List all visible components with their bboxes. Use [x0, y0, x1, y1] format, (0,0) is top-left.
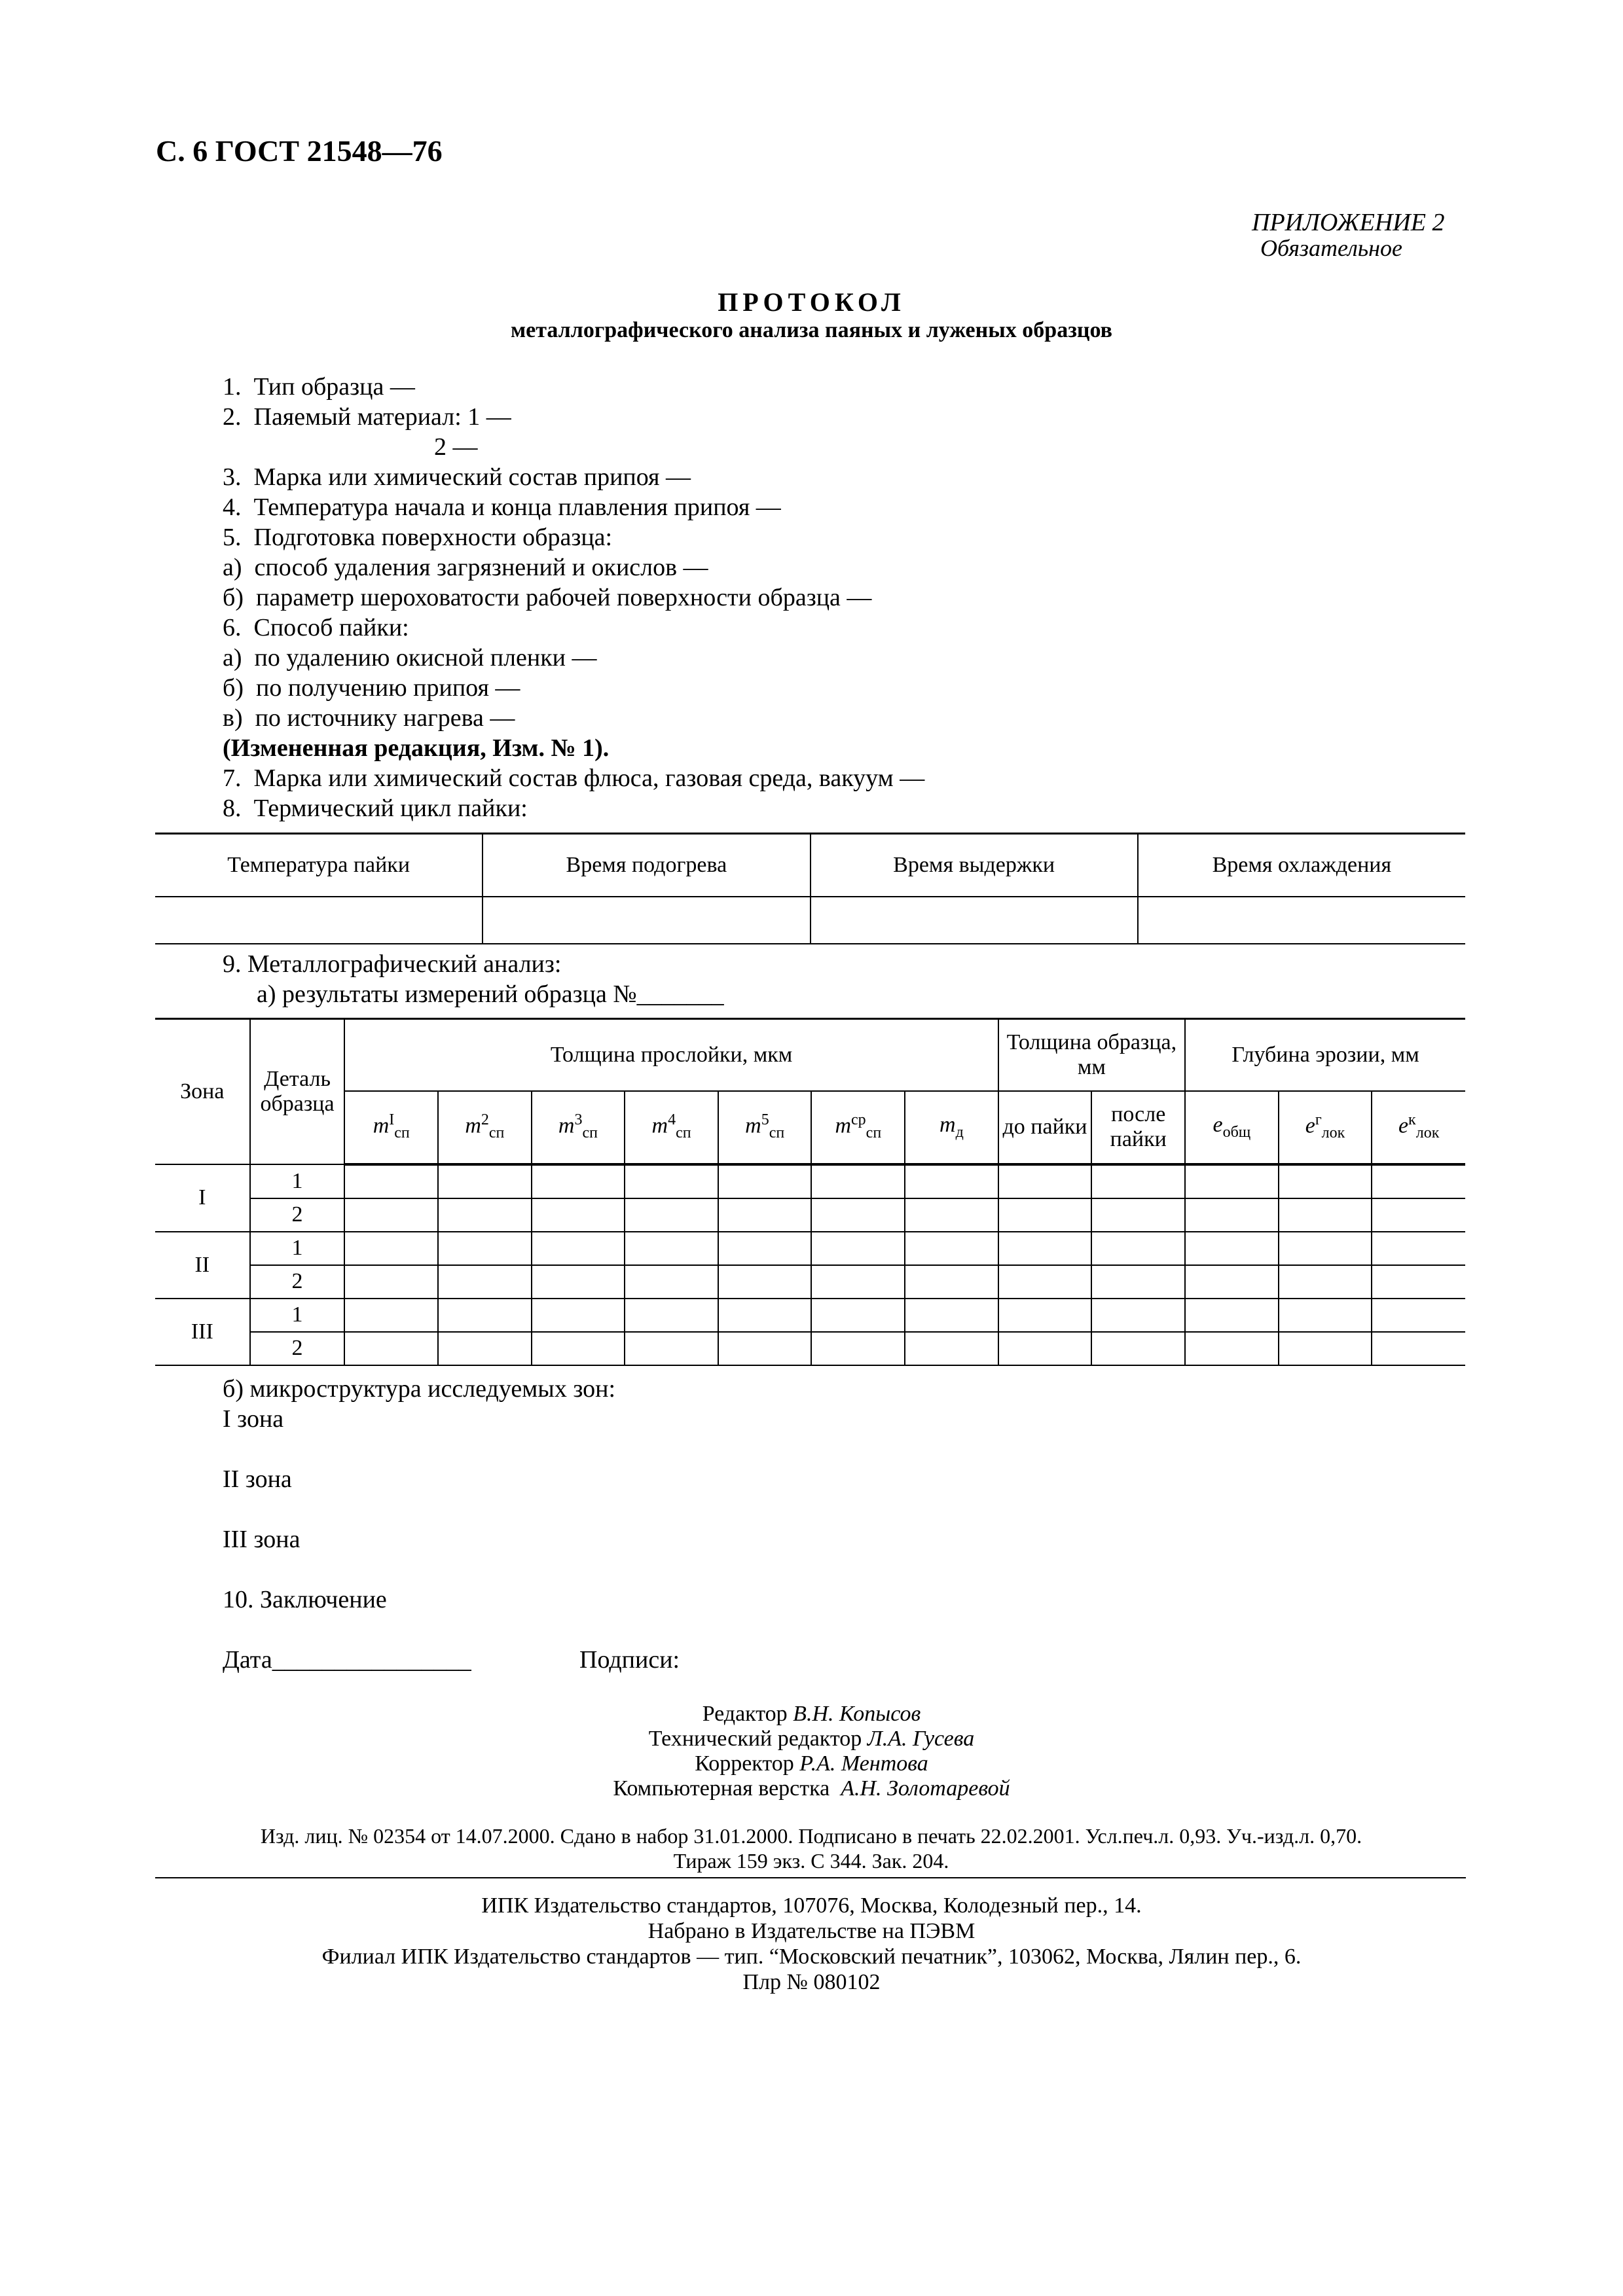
- th-temperature: Температура пайки: [155, 834, 483, 897]
- section-9: [223, 949, 724, 1009]
- th-e-local-g: $e^г_{лок}$: [1279, 1091, 1372, 1164]
- item-5: 5. Подготовка поверхности образца:: [223, 524, 613, 551]
- th-preheat: Время подогрева: [483, 834, 810, 897]
- zone-cell: I: [155, 1164, 250, 1232]
- page-header: С. 6 ГОСТ 21548—76: [156, 134, 443, 168]
- section-9-title: 9. Металлографический анализ:: [223, 950, 562, 978]
- zone-2-label: II зона: [223, 1465, 292, 1493]
- table-cell: [811, 897, 1138, 944]
- th-m5: $m^5_{сп}$: [718, 1091, 812, 1164]
- th-after: после пайки: [1091, 1091, 1185, 1164]
- appendix-subtitle: Обязательное: [1260, 235, 1402, 261]
- imprint-line-2: Тираж 159 экз. С 344. Зак. 204.: [673, 1849, 949, 1873]
- th-erosion-depth: Глубина эрозии, мм: [1185, 1019, 1465, 1091]
- publisher-info: [0, 1893, 1623, 1995]
- item-2: 2. Паяемый материал: 1 —: [223, 403, 511, 431]
- th-md: $m_д$: [905, 1091, 998, 1164]
- section-9a: а) результаты измерений образца №_______: [257, 980, 724, 1008]
- publisher-line-2: Набрано в Издательстве на ПЭВМ: [647, 1919, 976, 1943]
- detail-cell: 2: [250, 1198, 345, 1232]
- th-before: до пайки: [998, 1091, 1092, 1164]
- item-7: 7. Марка или химический состав флюса, газовая среда, вакуум —: [223, 764, 925, 792]
- thermal-cycle-table: [155, 833, 1465, 944]
- item-1: 1. Тип образца —: [223, 373, 415, 401]
- item-3: 3. Марка или химический состав припоя —: [223, 463, 691, 491]
- th-layer-thickness: Толщина прослойки, мкм: [344, 1019, 998, 1091]
- item-6a: а) по удалению окисной пленки —: [223, 644, 597, 672]
- th-cooling: Время охлаждения: [1138, 834, 1465, 897]
- item-5b: б) параметр шероховатости рабочей поверхности образца —: [223, 584, 872, 611]
- th-detail: Деталь образца: [250, 1019, 345, 1164]
- table-cell: [155, 897, 483, 944]
- th-m4: $m^4_{сп}$: [625, 1091, 718, 1164]
- zone-1-label: I зона: [223, 1405, 284, 1433]
- item-6: 6. Способ пайки:: [223, 614, 409, 641]
- detail-cell: 1: [250, 1164, 345, 1198]
- item-6c: в) по источнику нагрева —: [223, 704, 515, 732]
- item-4: 4. Температура начала и конца плавления припоя —: [223, 493, 781, 521]
- results-table: [155, 1018, 1465, 1366]
- credit-editor: Редактор В.Н. Копысов: [702, 1702, 921, 1726]
- detail-cell: 1: [250, 1232, 345, 1265]
- th-mcp: $m^{ср}_{сп}$: [811, 1091, 905, 1164]
- section-b-title: б) микроструктура исследуемых зон:: [223, 1375, 616, 1403]
- credit-layout: Компьютерная верстка А.Н. Золотаревой: [613, 1776, 1010, 1801]
- zone-3-label: III зона: [223, 1526, 301, 1553]
- item-8: 8. Термический цикл пайки:: [223, 795, 528, 822]
- protocol-subtitle: металлографического анализа паяных и луженых образцов: [511, 318, 1112, 342]
- divider: [155, 1877, 1466, 1878]
- conclusion-label: 10. Заключение: [223, 1586, 387, 1613]
- imprint: [156, 1823, 1467, 1873]
- zone-cell: II: [155, 1232, 250, 1299]
- th-m3: $m^3_{сп}$: [532, 1091, 625, 1164]
- th-m2: $m^2_{сп}$: [438, 1091, 532, 1164]
- protocol-title: ПРОТОКОЛ: [718, 287, 905, 317]
- th-e-local-k: $e^к_{лок}$: [1372, 1091, 1465, 1164]
- th-zone: Зона: [155, 1019, 250, 1164]
- publisher-line-1: ИПК Издательство стандартов, 107076, Москва, Колодезный пер., 14.: [481, 1893, 1142, 1918]
- th-sample-thickness: Толщина образца, мм: [998, 1019, 1185, 1091]
- publisher-line-4: Плр № 080102: [742, 1970, 881, 1994]
- th-e-total: $e_{общ}$: [1185, 1091, 1279, 1164]
- item-5a: а) способ удаления загрязнений и окислов —: [223, 554, 708, 581]
- table-cell: [483, 897, 810, 944]
- protocol-items: [223, 372, 924, 823]
- zone-cell: III: [155, 1299, 250, 1365]
- table-cell: [1138, 897, 1465, 944]
- appendix-title: ПРИЛОЖЕНИЕ 2: [1252, 209, 1445, 236]
- credit-tech-editor: Технический редактор Л.А. Гусева: [648, 1727, 975, 1751]
- date-label: Дата________________: [223, 1646, 471, 1674]
- th-hold: Время выдержки: [811, 834, 1138, 897]
- item-2-2: 2 —: [223, 433, 478, 461]
- imprint-line-1: Изд. лиц. № 02354 от 14.07.2000. Сдано в набор 31.01.2000. Подписано в печать 22.02.2001. Усл.печ.л. 0,93. Уч.-изд.л. 0,70.: [260, 1824, 1362, 1848]
- amended-note: (Измененная редакция, Изм. № 1).: [223, 734, 610, 762]
- credits: [0, 1702, 1623, 1801]
- credit-proofreader: Корректор Р.А. Ментова: [695, 1751, 928, 1776]
- signatures-label: Подписи:: [579, 1646, 680, 1674]
- publisher-line-3: Филиал ИПК Издательство стандартов — тип. “Московский печатник”, 103062, Москва, Лялин пер., 6.: [321, 1945, 1302, 1969]
- detail-cell: 1: [250, 1299, 345, 1332]
- detail-cell: 2: [250, 1332, 345, 1365]
- detail-cell: 2: [250, 1265, 345, 1299]
- th-m1: $m^I_{сп}$: [344, 1091, 438, 1164]
- item-6b: б) по получению припоя —: [223, 674, 520, 702]
